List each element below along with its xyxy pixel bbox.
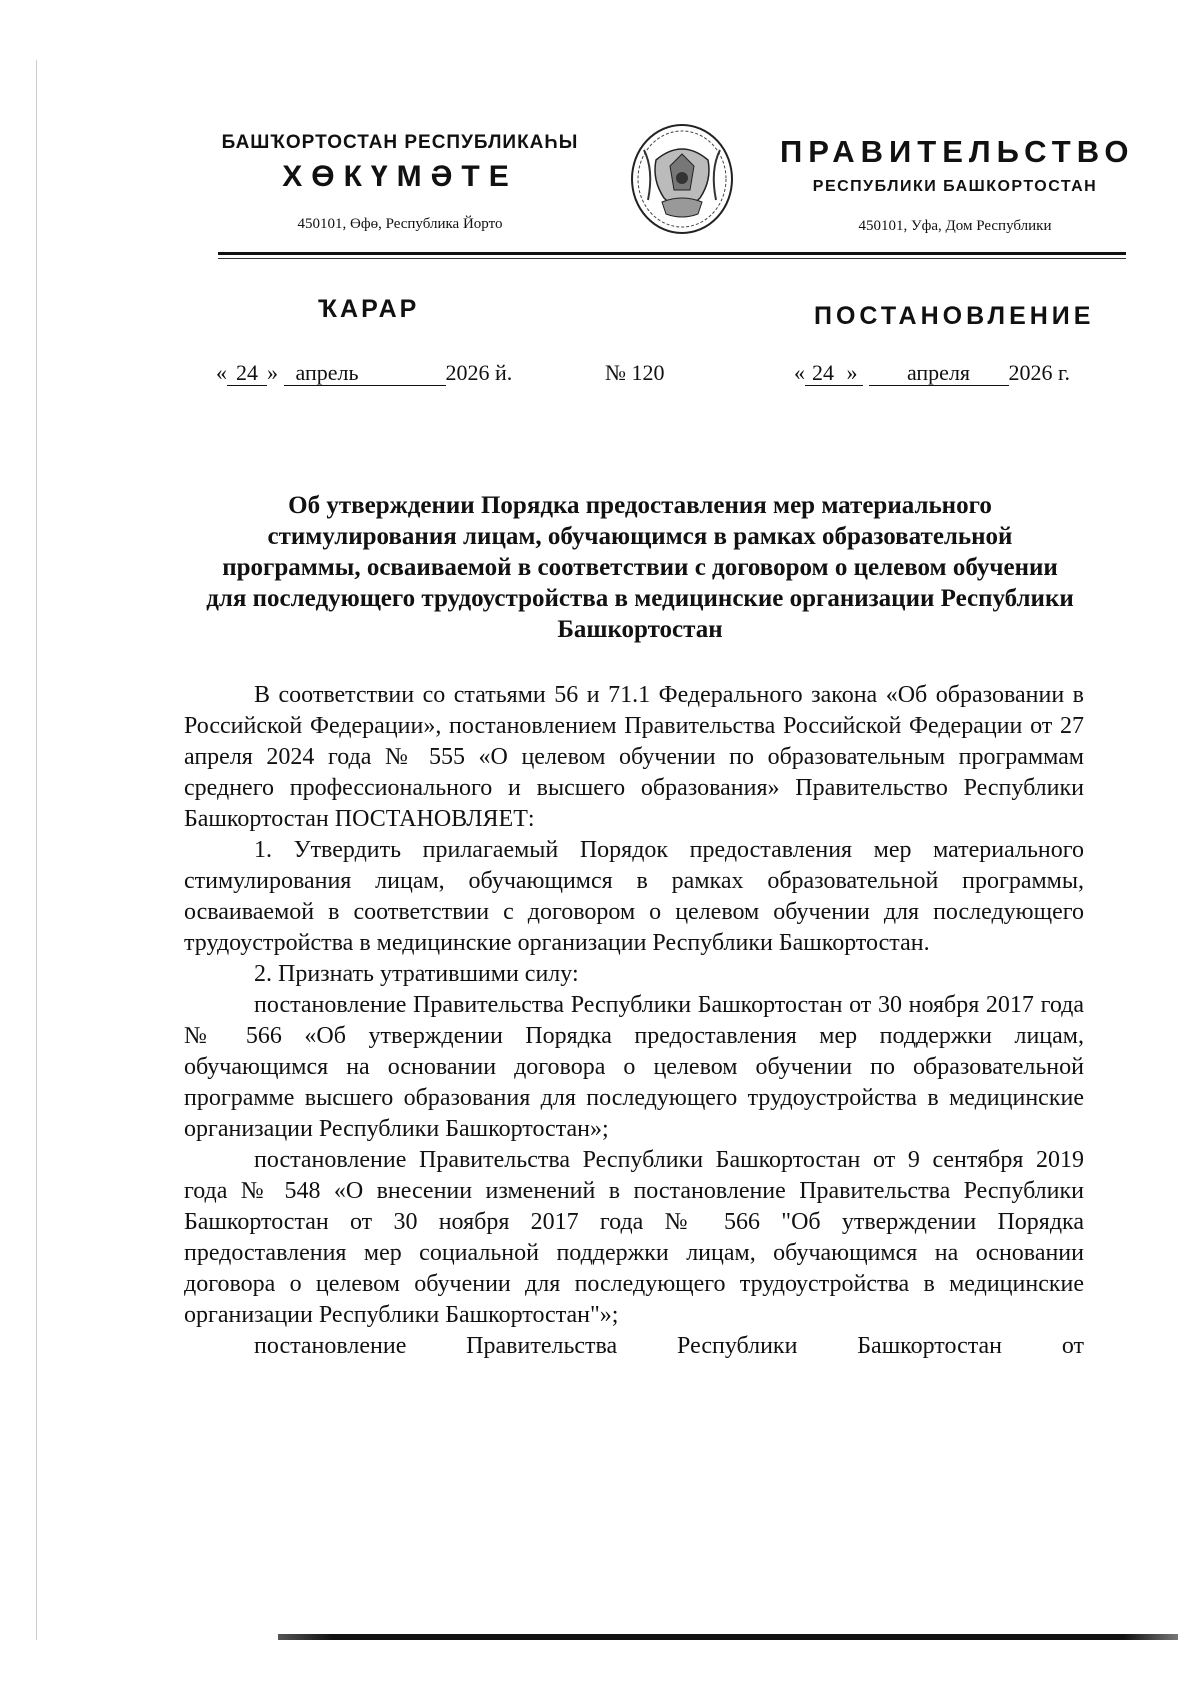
date-open-quote: « <box>794 360 805 385</box>
coat-of-arms-emblem <box>626 120 738 238</box>
scan-edge-mark <box>36 60 37 1640</box>
date-close-quote: » <box>267 360 278 385</box>
russian-republic-name: РЕСПУБЛИКИ БАШКОРТОСТАН <box>812 178 1098 195</box>
date-bashkir <box>216 360 512 386</box>
date-year: 2026 й. <box>445 360 513 385</box>
date-year: 2026 г. <box>1008 360 1071 385</box>
date-close-quote: » <box>841 361 863 386</box>
date-day: 24 <box>805 361 841 386</box>
body-paragraph: В соответствии со статьями 56 и 71.1 Федерального закона «Об образовании в Российской Федерации», постановлением Правительства Российской Федерации от 27 апреля 2024 года № 555 «О целевом обучении по образовательным программам среднего профессионального и высшего образования» Правительство Республики Башкортостан ПОСТАНОВЛЯЕТ: <box>184 682 1084 832</box>
header-divider-thin <box>218 258 1126 259</box>
body-paragraph: постановление Правительства Республики Башкортостан от 9 сентября 2019 года № 548 «О внесении изменений в постановление Правительства Республики Башкортостан от 30 ноября 2017 года № 566 "Об утверждении Порядка предоставления мер социальной поддержки лицам, обучающимся на основании договора о целевом обучении для последующего трудоустройства в медицинские организации Республики Башкортостан"»; <box>184 1147 1084 1328</box>
bashkir-address: 450101, Өфө, Республика Йорто <box>297 216 503 232</box>
document-number: № 120 <box>605 360 665 385</box>
doc-type-russian: ПОСТАНОВЛЕНИЕ <box>814 302 1095 330</box>
document-body <box>184 680 1084 1362</box>
bashkir-org-name: БАШҠОРТОСТАН РЕСПУБЛИКАҺЫ <box>221 132 579 153</box>
header-divider <box>218 252 1126 255</box>
date-open-quote: « <box>216 360 227 385</box>
bashkir-gov-name: ХӨКҮМӘТЕ <box>282 160 518 193</box>
body-paragraph: постановление Правительства Республики Башкортостан от 30 ноября 2017 года № 566 «Об утверждении Порядка предоставления мер поддержки лицам, обучающимся на основании договора о целевом обучении по образовательной программе высшего образования для последующего трудоустройства в медицинские организации Республики Башкортостан»; <box>184 992 1084 1142</box>
date-month: апрель <box>284 361 446 386</box>
russian-address: 450101, Уфа, Дом Республики <box>858 218 1052 234</box>
footer-rule <box>278 1634 1178 1640</box>
date-day: 24 <box>227 361 267 386</box>
doc-type-bashkir: ҠАРАР <box>318 295 420 323</box>
body-paragraph: 2. Признать утратившими силу: <box>254 961 579 987</box>
russian-gov-name: ПРАВИТЕЛЬСТВО <box>780 134 1135 169</box>
document-title: Об утверждении Порядка предоставления мер материального стимулирования лицам, обучающимся в рамках образовательной программы, осваиваемой в соответствии с договором о целевом обучении для последующего трудоустройства в медицинские организации Республики Башкортостан <box>206 492 1074 643</box>
date-russian <box>794 360 1070 386</box>
body-paragraph: 1. Утвердить прилагаемый Порядок предоставления мер материального стимулирования лицам, обучающимся в рамках образовательной программы, осваиваемой в соответствии с договором о целевом обучении для последующего трудоустройства в медицинские организации Республики Башкортостан. <box>184 837 1084 956</box>
body-paragraph: постановление Правительства Республики Башкортостан от <box>254 1333 1084 1359</box>
date-month: апреля <box>869 361 1009 386</box>
